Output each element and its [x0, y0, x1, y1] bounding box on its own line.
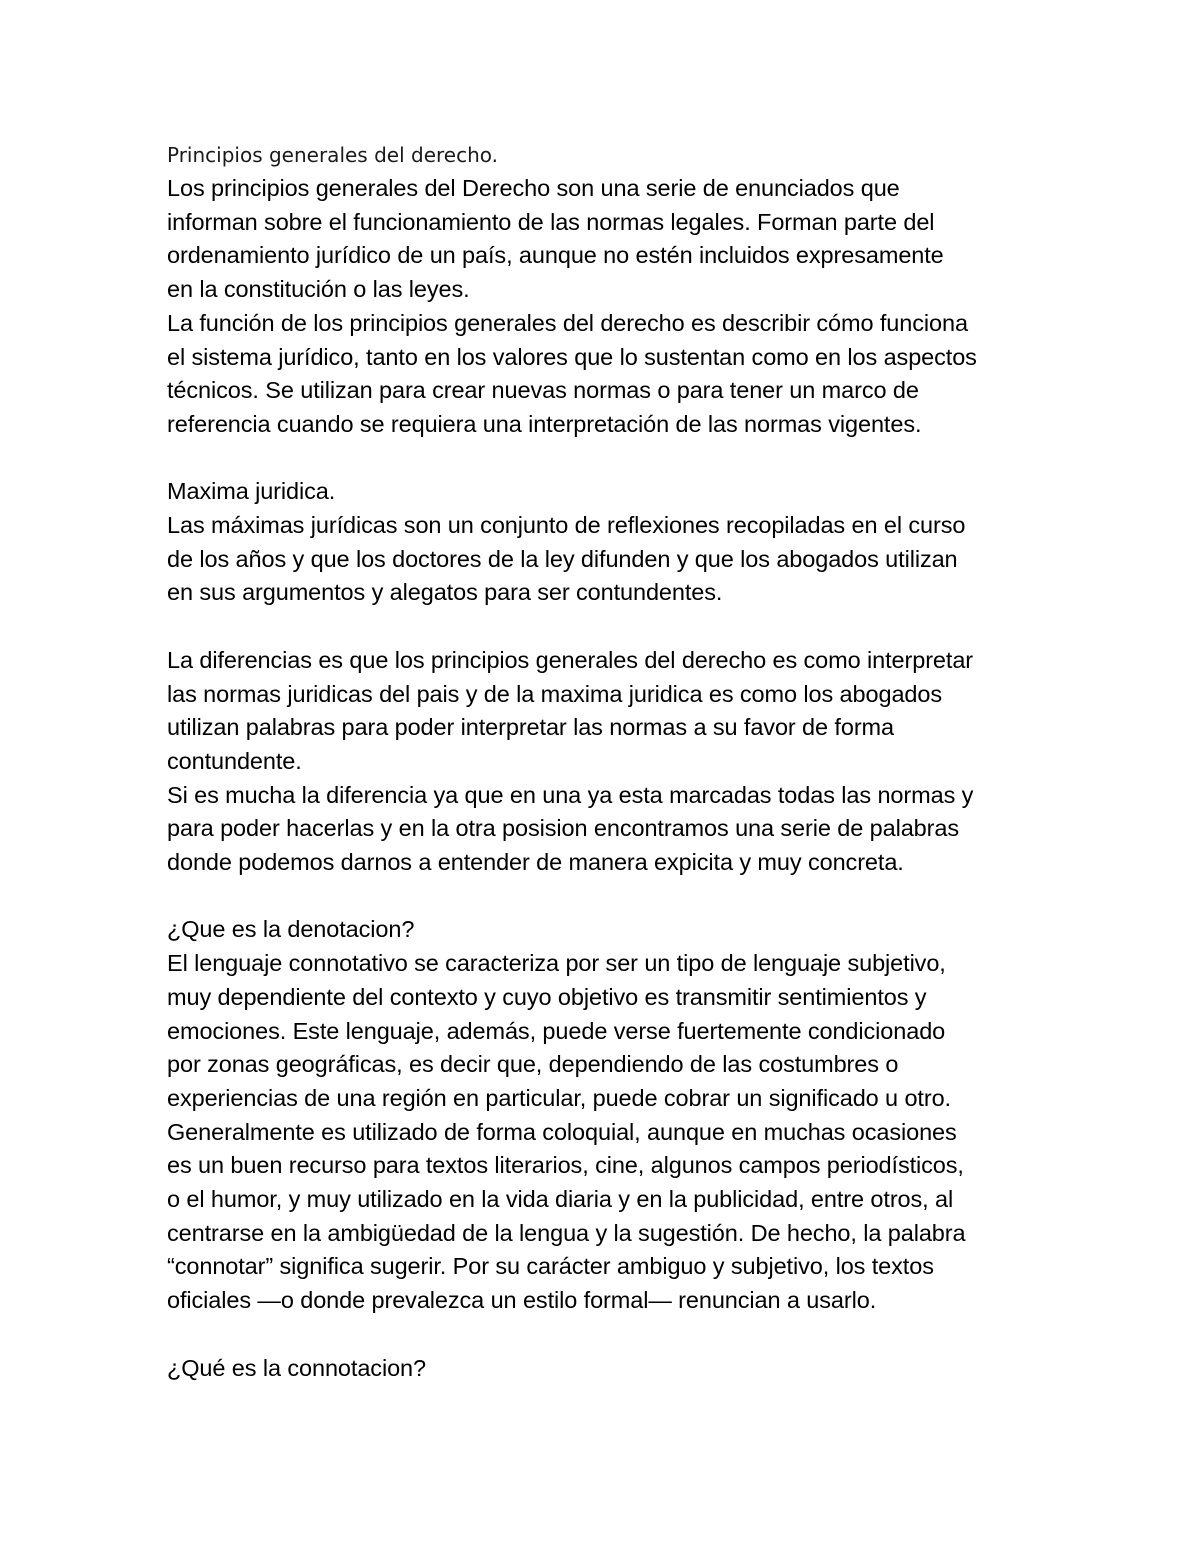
text-line: Si es mucha la diferencia ya que en una ya esta marcadas todas las normas y [167, 781, 974, 808]
blank-line [167, 610, 1047, 644]
text-line: contundente. [167, 747, 302, 774]
text-line: es un buen recurso para textos literarios, cine, algunos campos periodísticos, [167, 1152, 964, 1179]
text-line: referencia cuando se requiera una interpretación de las normas vigentes. [167, 410, 922, 437]
text-line: informan sobre el funcionamiento de las normas legales. Forman parte del [167, 208, 935, 235]
text-line: de los años y que los doctores de la ley difunden y que los abogados utilizan [167, 545, 958, 572]
text-line: Los principios generales del Derecho son una serie de enunciados que [167, 175, 900, 201]
text-line: “connotar” significa sugerir. Por su carácter ambiguo y subjetivo, los textos [167, 1253, 934, 1280]
text-line: Generalmente es utilizado de forma coloquial, aunque en muchas ocasiones [167, 1118, 957, 1145]
text-line: Maxima juridica. [167, 478, 336, 505]
document-title: Principios generales del derecho. [167, 143, 498, 167]
text-line: ordenamiento jurídico de un país, aunque no estén incluidos expresamente [167, 242, 944, 269]
text-line: en la constitución o las leyes. [167, 276, 470, 303]
text-line: centrarse en la ambigüedad de la lengua y la sugestión. De hecho, la palabra [167, 1219, 966, 1246]
text-line: emociones. Este lenguaje, además, puede verse fuertemente condicionado [167, 1017, 946, 1044]
blank-line [167, 1318, 1047, 1352]
text-line: en sus argumentos y alegatos para ser contundentes. [167, 579, 723, 606]
text-line: La diferencias es que los principios generales del derecho es como interpretar [167, 646, 974, 673]
text-line: oficiales —o donde prevalezca un estilo formal— renuncian a usarlo. [167, 1287, 877, 1314]
text-line: La función de los principios generales del derecho es describir cómo funciona [167, 309, 968, 336]
text-line: Las máximas jurídicas son un conjunto de reflexiones recopiladas en el curso [167, 512, 966, 539]
text-line: técnicos. Se utilizan para crear nuevas normas o para tener un marco de [167, 377, 919, 404]
text-line: muy dependiente del contexto y cuyo objetivo es transmitir sentimientos y [167, 983, 927, 1010]
text-line: el sistema jurídico, tanto en los valores que lo sustentan como en los aspectos [167, 343, 977, 370]
text-line: para poder hacerlas y en la otra posision encontramos una serie de palabras [167, 815, 959, 842]
document-body [167, 138, 1047, 1385]
text-line: utilizan palabras para poder interpretar las normas a su favor de forma [167, 714, 895, 741]
text-line: donde podemos darnos a entender de manera expicita y muy concreta. [167, 849, 904, 876]
text-line: ¿Que es la denotacion? [167, 916, 415, 943]
text-line: El lenguaje connotativo se caracteriza por ser un tipo de lenguaje subjetivo, [167, 950, 946, 977]
text-line: ¿Qué es la connotacion? [167, 1354, 426, 1381]
document-text-lines [167, 172, 1047, 1385]
blank-line [167, 442, 1047, 476]
text-line: experiencias de una región en particular, puede cobrar un significado u otro. [167, 1084, 951, 1111]
text-line: o el humor, y muy utilizado en la vida diaria y en la publicidad, entre otros, al [167, 1186, 954, 1213]
text-line: por zonas geográficas, es decir que, dependiendo de las costumbres o [167, 1051, 899, 1078]
blank-line [167, 880, 1047, 914]
text-line: las normas juridicas del pais y de la maxima juridica es como los abogados [167, 680, 942, 707]
